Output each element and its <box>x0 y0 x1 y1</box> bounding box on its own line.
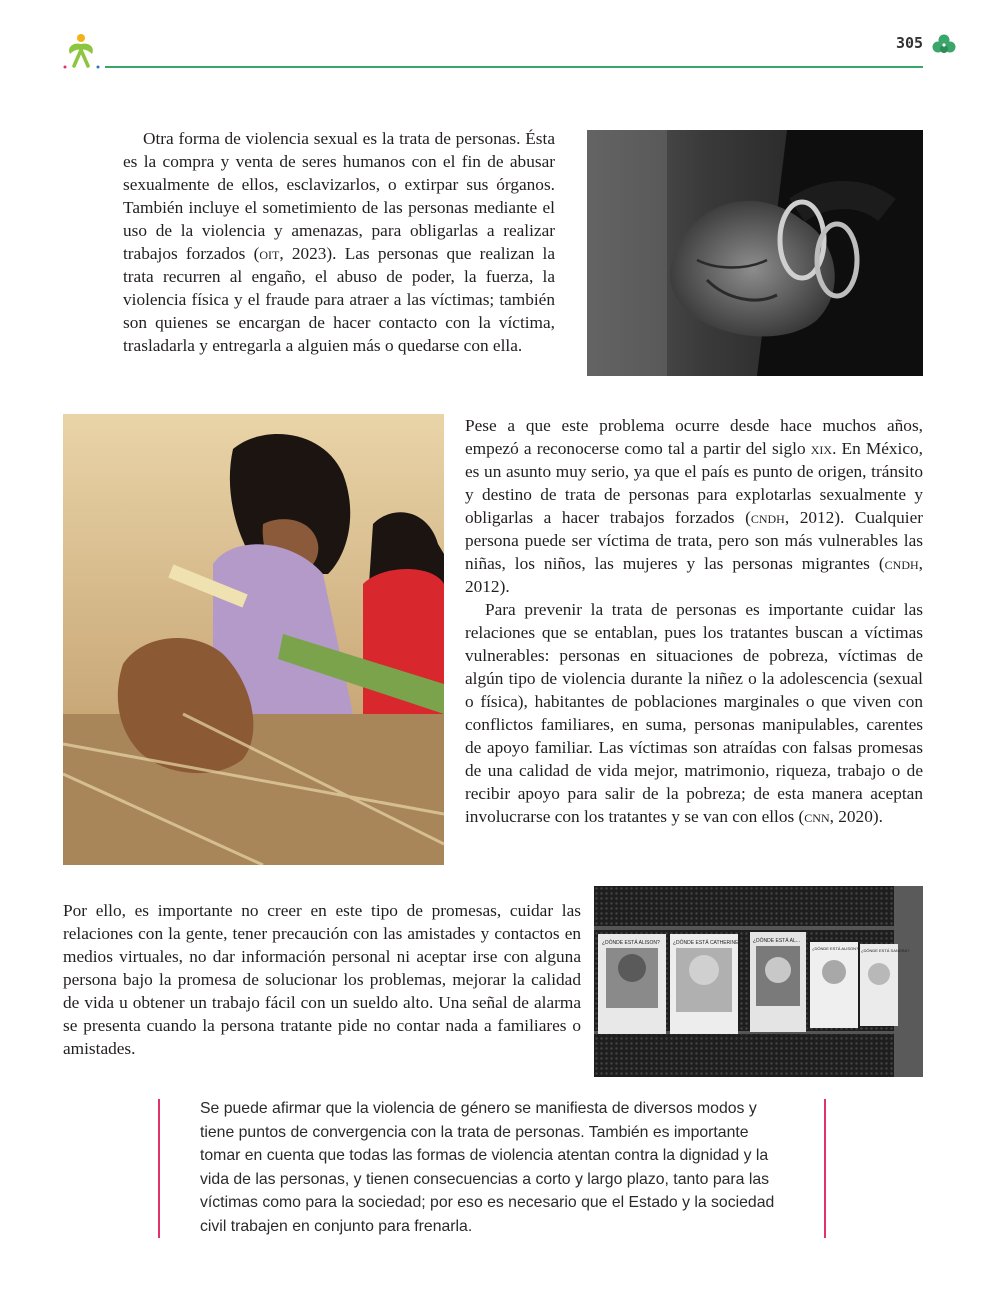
poster-title: ¿DÓNDE ESTÁ CATHERINE? <box>673 940 742 946</box>
callout-right-bar <box>824 1099 826 1238</box>
citation-cnn: cnn <box>804 807 830 826</box>
poster-title: ¿DÓNDE ESTÁ SANDRA? <box>861 948 910 953</box>
citation-cndh: cndh <box>884 554 919 573</box>
children-working-photo <box>63 414 444 865</box>
century-numeral: xix <box>810 439 833 458</box>
header-rule <box>105 66 923 68</box>
citation-oit: oit <box>259 244 280 263</box>
callout-left-bar <box>158 1099 160 1238</box>
callout-summary: Se puede afirmar que la violencia de género se manifiesta de diversos modos y tiene puntos de convergencia con la trata de personas. También es importante tomar en cuenta que todas las formas de violencia atentan contra la dignidad y la vida de las personas, y tienen consecuencias a corto y largo plazo, tanto para las víctimas como para la sociedad; por eso es necesario que el Estado y la sociedad civil trabajen en conjunto para frenarla. <box>200 1100 775 1235</box>
poster-title: ¿DÓNDE ESTÁ AL... <box>753 938 800 944</box>
figure-logo-icon <box>62 32 100 70</box>
page-number: 305 <box>896 34 924 52</box>
handcuffed-hands-photo <box>587 130 923 376</box>
poster-title: ¿DÓNDE ESTÁ ALISON? <box>602 940 660 946</box>
paragraph-trafficking-definition: Otra forma de violencia sexual es la trata de personas. Ésta es la compra y venta de seres humanos con el fin de abusar sexualmente de ellos, esclavizarlos, o extirpar sus órganos. También incluye el sometimiento de las personas mediante el uso de la violencia y amenazas, para obligarlas a realizar trabajos forzados (oit, 2023). Las personas que realizan la trata recurren al engaño, el abuso de poder, la fuerza, la violencia física y el fraude para atraer a las víctimas; también son quienes se encargan de hacer contacto con la víctima, trasladarla y entregarla a alguien más o quedarse con ella. <box>123 129 555 355</box>
paragraph-mexico-context: Pese a que este problema ocurre desde hace muchos años, empezó a reconocerse como tal a partir del siglo xix. En México, es un asunto muy serio, ya que el país es punto de origen, tránsito y destino de trata de personas para explotarlas sexualmente y obligarlas a hacer trabajos forzados (cndh, 2012). Cualquier persona puede ser víctima de trata, pero son más vulnerables las niñas, los niños, las mujeres y las personas migrantes (cndh, 2012). <box>465 416 924 596</box>
poster-title: ¿DÓNDE ESTÁ ALISON? <box>812 946 859 951</box>
paragraph-warning-signs: Por ello, es importante no creer en este tipo de promesas, cuidar las relaciones con la gente, tener precaución con las amistades y contactos en medios virtuales, no dar información personal ni aceptar irse con alguna persona bajo la promesa de solucionar los problemas, mejorar la calidad de vida u obtener un trabajo fácil con un sueldo alto. Una señal de alarma se presenta cuando la persona tratante pide no contar nada a familiares o amistades. <box>63 901 581 1058</box>
citation-cndh: cndh <box>750 508 785 527</box>
clover-logo-icon <box>931 33 957 57</box>
paragraph-prevention: Para prevenir la trata de personas es importante cuidar las relaciones que se entablan, pues los tratantes buscan a víctimas vulnerables: personas en situaciones de pobreza, víctimas de algún tipo de violencia durante la niñez o la adolescencia (sexual o física), habitantes de poblaciones marginales o que viven con conflictos familiares, en suma, personas manipulables, carentes de apoyo familiar. Las víctimas son atraídas con falsas promesas de una calidad de vida mejor, matrimonio, riqueza, trabajo o de recibir apoyo para salir de la pobreza; de esta manera aceptan involucrarse con los tratantes y se van con ellos (cnn, 2020). <box>465 600 923 826</box>
missing-posters-photo <box>594 886 923 1077</box>
